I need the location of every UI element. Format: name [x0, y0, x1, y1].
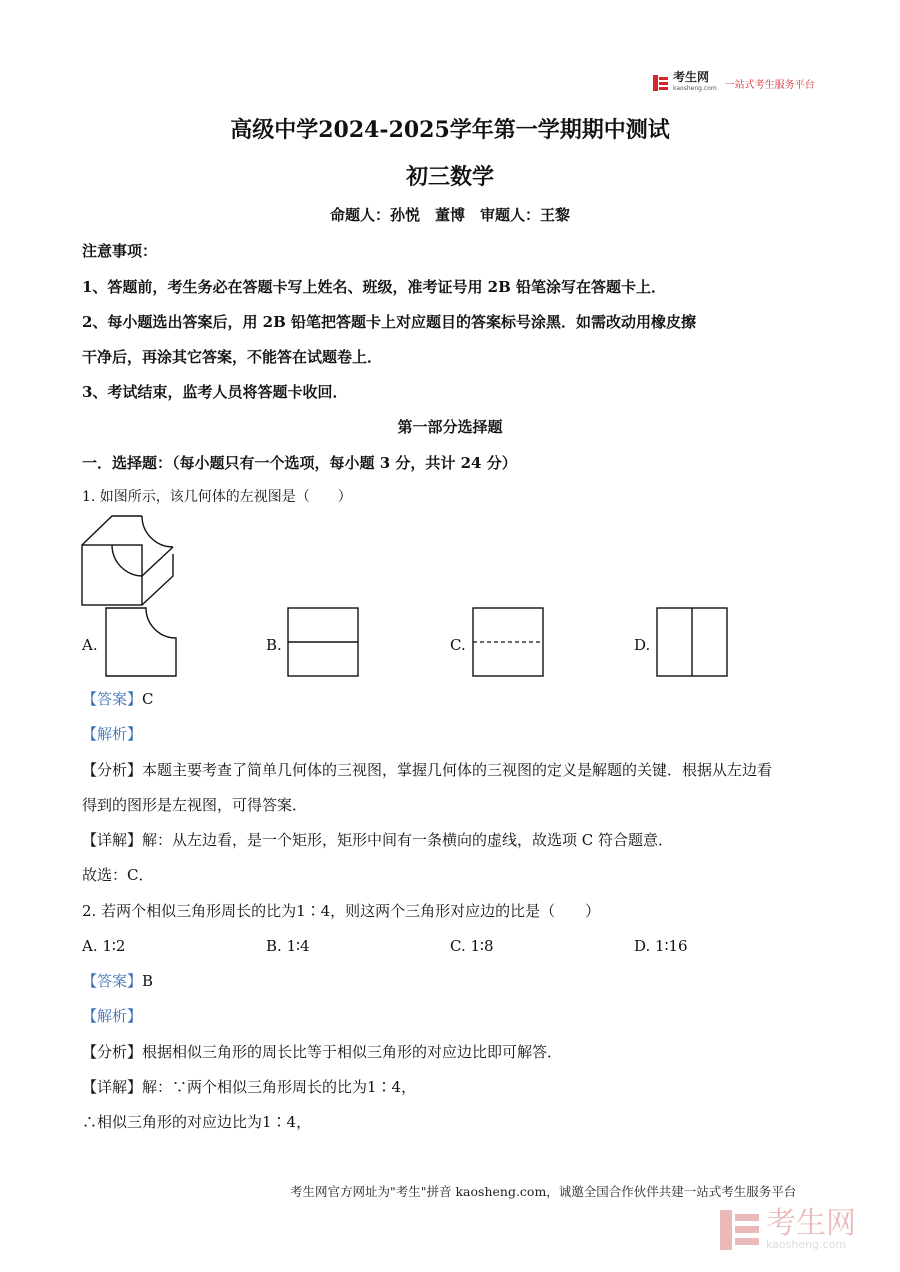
q1-fenxi-line-2: 得到的图形是左视图，可得答案．	[82, 796, 308, 814]
exam-subtitle: 初三数学	[405, 164, 494, 190]
watermark-text	[766, 1206, 856, 1251]
watermark-name: 考生网	[766, 1206, 856, 1241]
q2-fenxi-tag: 【分析】	[82, 1043, 143, 1061]
q2-option-b	[266, 935, 310, 957]
q2-last-line: ∴相似三角形的对应边比为1∶4，	[82, 1113, 312, 1131]
q2-option-c	[450, 935, 494, 957]
notice-item-3: 3、考试结束，监考人员将答题卡收回．	[82, 383, 348, 401]
q2-option-a-value: 1∶2	[102, 937, 126, 955]
q2-xiangjie-text: 解：∵两个相似三角形周长的比为1∶4，	[142, 1078, 417, 1096]
q1-analysis-tag: 【解析】	[82, 725, 143, 743]
q1-option-b-figure	[288, 608, 360, 678]
kaosheng-logo-icon	[653, 74, 669, 92]
watermark-logo-icon	[720, 1208, 760, 1252]
q1-option-b-label: B.	[266, 636, 282, 654]
q1-stem: 1. 如图所示，该几何体的左视图是（ ）	[82, 489, 352, 505]
q2-fenxi-line	[82, 1041, 562, 1063]
exam-title: 高级中学2024-2025学年第一学期期中测试	[230, 117, 670, 143]
header-slogan: 一站式考生服务平台	[724, 79, 815, 91]
notice-item-2-line-2: 干净后，再涂其它答案，不能答在试题卷上．	[82, 348, 383, 366]
q1-xiangjie-text: 解：从左边看，是一个矩形，矩形中间有一条横向的虚线，故选项 C 符合题意．	[142, 831, 674, 849]
watermark	[720, 1208, 856, 1252]
q1-xiangjie-line	[82, 829, 673, 851]
q2-answer-tag: 【答案】	[82, 972, 143, 990]
brand-domain: kaosheng.com	[673, 85, 717, 92]
q2-option-b-letter: B.	[266, 937, 282, 955]
q1-solid-figure	[80, 514, 180, 609]
section-title: 一．选择题：（每小题只有一个选项，每小题 3 分，共计 24 分）	[82, 454, 517, 472]
q1-answer-tag: 【答案】	[82, 690, 143, 708]
q1-answer-line	[82, 688, 154, 710]
notice-item-2-line-1: 2、每小题选出答案后，用 2B 铅笔把答题卡上对应题目的答案标号涂黑．如需改动用橡皮擦	[82, 313, 697, 331]
q1-option-a-label: A.	[82, 636, 98, 654]
q1-answer: C	[142, 690, 154, 708]
q2-answer-line	[82, 970, 153, 992]
q2-option-b-value: 1∶4	[286, 937, 310, 955]
q2-xiangjie-tag: 【详解】	[82, 1078, 143, 1096]
brand	[673, 72, 717, 94]
brand-name: 考生网	[673, 70, 710, 84]
q2-option-a-letter: A.	[82, 937, 98, 955]
q2-option-d	[634, 935, 688, 957]
q2-fenxi-text: 根据相似三角形的周长比等于相似三角形的对应边比即可解答．	[142, 1043, 563, 1061]
q2-option-c-letter: C.	[450, 937, 466, 955]
q1-fenxi-line-1	[82, 759, 772, 781]
q2-option-d-value: 1∶16	[655, 937, 688, 955]
q2-option-c-value: 1∶8	[470, 937, 494, 955]
q1-fenxi-text-1: 本题主要考查了简单几何体的三视图，掌握几何体的三视图的定义是解题的关键．根据从左边看	[142, 761, 773, 779]
q1-option-d-figure	[657, 608, 729, 678]
page-footer: 考生网官方网址为"考生"拼音 kaosheng.com，诚邀全国合作伙伴共建一站式考生服务平台	[290, 1184, 797, 1199]
part-title: 第一部分选择题	[397, 418, 503, 436]
notice-heading: 注意事项：	[82, 242, 158, 260]
q2-xiangjie-line	[82, 1076, 416, 1098]
q1-conclusion: 故选：C．	[82, 866, 154, 884]
q1-option-a-figure	[106, 608, 178, 678]
q2-option-a	[82, 935, 125, 957]
q1-option-d-label: D.	[634, 636, 651, 654]
q2-answer: B	[142, 972, 154, 990]
q1-option-c-label: C.	[450, 636, 466, 654]
q2-stem: 2. 若两个相似三角形周长的比为1∶4，则这两个三角形对应边的比是（ ）	[82, 902, 601, 920]
q1-xiangjie-tag: 【详解】	[82, 831, 143, 849]
notice-item-1: 1、答题前，考生务必在答题卡写上姓名、班级，准考证号用 2B 铅笔涂写在答题卡上．	[82, 278, 667, 296]
header-logo	[653, 72, 815, 94]
watermark-domain: kaosheng.com	[766, 1238, 847, 1251]
q1-option-c-figure	[473, 608, 545, 678]
exam-authors: 命题人：孙悦 董博 审题人：王黎	[329, 206, 570, 224]
q1-fenxi-tag: 【分析】	[82, 761, 143, 779]
q2-option-d-letter: D.	[634, 937, 651, 955]
q2-analysis-tag: 【解析】	[82, 1007, 143, 1025]
